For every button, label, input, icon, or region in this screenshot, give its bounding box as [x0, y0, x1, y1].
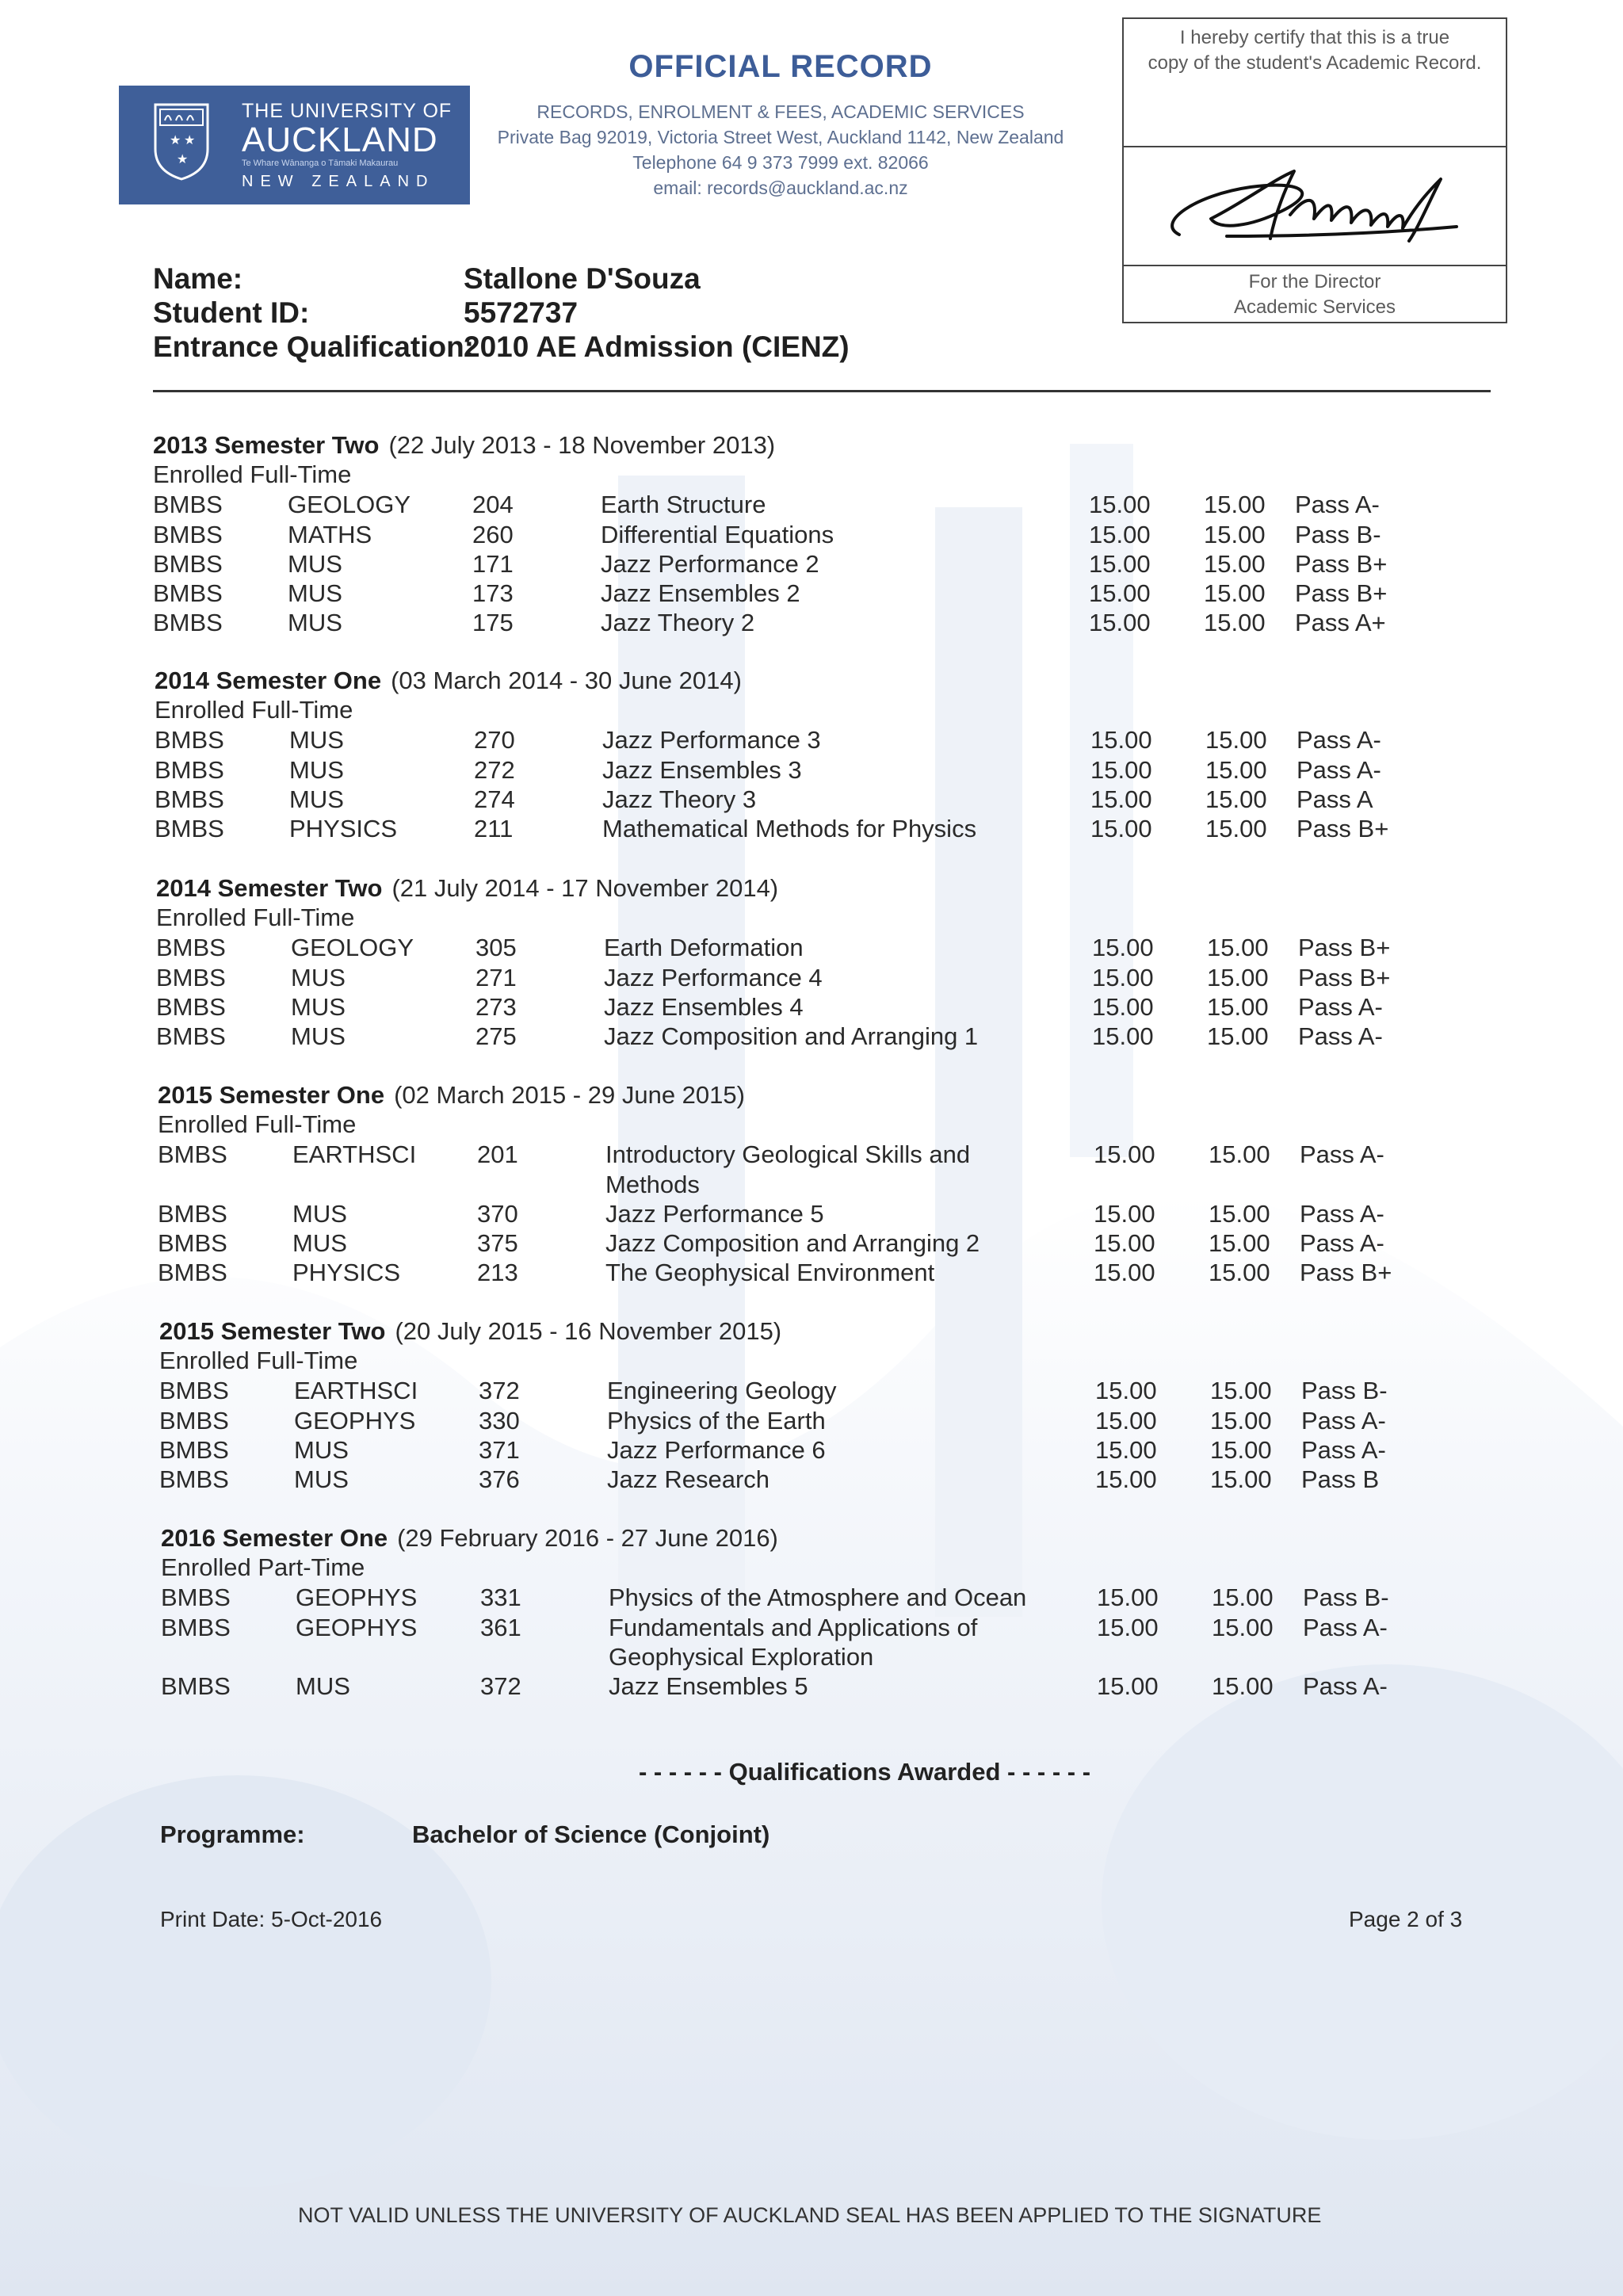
course-grade: Pass A	[1296, 785, 1373, 813]
course-number: 331	[480, 1584, 521, 1612]
student-id-value: 5572737	[464, 296, 579, 329]
logo-line-3: Te Whare Wānanga o Tāmaki Makaurau	[242, 159, 399, 168]
course-title: Fundamentals and Applications of	[609, 1613, 978, 1641]
course-points-attempted: 15.00	[1092, 1022, 1154, 1050]
semester-heading	[156, 874, 778, 903]
course-title: Jazz Theory 3	[602, 785, 757, 813]
course-title: Physics of the Atmosphere and Ocean	[609, 1584, 1027, 1612]
course-row	[153, 549, 1516, 579]
course-subject: GEOPHYS	[296, 1584, 418, 1612]
course-points-attempted: 15.00	[1089, 609, 1151, 637]
course-grade: Pass A-	[1301, 1406, 1386, 1435]
course-title: Jazz Research	[607, 1465, 770, 1493]
semester-dates: (29 February 2016 - 27 June 2016)	[397, 1524, 778, 1552]
validity-notice: NOT VALID UNLESS THE UNIVERSITY OF AUCKLAND SEAL HAS BEEN APPLIED TO THE SIGNATURE	[298, 2203, 1322, 2227]
course-row	[155, 725, 1518, 755]
course-grade: Pass A-	[1298, 992, 1383, 1021]
course-subject: MUS	[292, 1199, 347, 1228]
course-number: 211	[474, 815, 514, 842]
course-points-earned: 15.00	[1210, 1465, 1272, 1493]
header-address-line: Private Bag 92019, Victoria Street West, Auckland 1142, New Zealand	[497, 127, 1064, 147]
course-points-earned: 15.00	[1209, 1199, 1270, 1228]
course-number: 305	[475, 934, 517, 962]
course-points-attempted: 15.00	[1090, 726, 1152, 755]
course-points-earned: 15.00	[1207, 963, 1269, 991]
enrolment-status: Enrolled Full-Time	[153, 460, 352, 489]
course-programme: BMBS	[153, 549, 223, 578]
course-programme: BMBS	[156, 1022, 226, 1050]
enrolment-status: Enrolled Part-Time	[161, 1553, 365, 1582]
course-points-earned: 15.00	[1212, 1584, 1274, 1612]
course-row	[159, 1465, 1522, 1494]
course-title: Jazz Performance 4	[604, 963, 823, 991]
enrolment-status: Enrolled Full-Time	[159, 1347, 358, 1375]
semester-dates: (03 March 2014 - 30 June 2014)	[391, 667, 742, 694]
course-subject: MUS	[288, 549, 342, 578]
course-subject: MUS	[292, 1229, 347, 1257]
course-points-earned: 15.00	[1210, 1435, 1272, 1464]
semester-dates: (20 July 2015 - 16 November 2015)	[395, 1317, 782, 1345]
entrance-qualification-value: 2010 AE Admission (CIENZ)	[464, 330, 850, 363]
course-grade: Pass A+	[1295, 609, 1386, 637]
course-grade: Pass B-	[1295, 520, 1381, 548]
semester-title: 2016 Semester One	[161, 1524, 388, 1552]
director-line-2: Academic Services	[1233, 296, 1396, 318]
course-grade: Pass A-	[1303, 1613, 1388, 1641]
course-grade: Pass A-	[1301, 1435, 1386, 1464]
course-programme: BMBS	[153, 520, 223, 548]
course-number: 371	[479, 1435, 520, 1464]
course-number: 375	[477, 1229, 518, 1257]
course-points-attempted: 15.00	[1095, 1406, 1157, 1435]
course-number: 260	[472, 520, 514, 548]
header-office-line: RECORDS, ENROLMENT & FEES, ACADEMIC SERVICES	[537, 101, 1025, 122]
course-row	[155, 814, 1518, 843]
course-points-attempted: 15.00	[1089, 549, 1151, 578]
director-line-1: For the Director	[1248, 271, 1381, 292]
course-row	[155, 755, 1518, 785]
page-number: Page 2 of 3	[1349, 1907, 1463, 1931]
course-grade: Pass A-	[1300, 1229, 1384, 1257]
header-phone-line: Telephone 64 9 373 7999 ext. 82066	[632, 152, 929, 173]
course-programme: BMBS	[158, 1140, 227, 1169]
course-number: 175	[472, 609, 514, 637]
course-row	[153, 608, 1516, 637]
course-programme: BMBS	[158, 1259, 227, 1287]
logo-line-4: NEW ZEALAND	[242, 173, 435, 190]
semester-title: 2014 Semester One	[155, 667, 382, 694]
semester-heading	[159, 1317, 781, 1346]
certification-line-1: I hereby certify that this is a true	[1179, 27, 1450, 48]
course-subject: MUS	[291, 1022, 346, 1050]
course-row	[158, 1258, 1521, 1287]
course-subject: MUS	[288, 609, 342, 637]
logo-line-2: AUCKLAND	[242, 120, 438, 159]
course-points-earned: 15.00	[1210, 1406, 1272, 1435]
semester-title: 2013 Semester Two	[153, 431, 380, 459]
course-title: Jazz Theory 2	[601, 609, 755, 637]
course-number: 204	[472, 491, 514, 519]
course-grade: Pass A-	[1296, 726, 1381, 755]
course-number: 376	[479, 1465, 520, 1493]
course-points-attempted: 15.00	[1090, 785, 1152, 813]
course-grade: Pass B+	[1295, 579, 1388, 607]
course-title: Differential Equations	[601, 520, 834, 548]
student-id-label: Student ID:	[153, 296, 310, 329]
course-title: Jazz Performance 2	[601, 549, 819, 578]
course-row	[153, 490, 1516, 519]
course-points-attempted: 15.00	[1089, 520, 1151, 548]
course-points-attempted: 15.00	[1095, 1435, 1157, 1464]
course-points-attempted: 15.00	[1094, 1229, 1155, 1257]
semester-heading	[153, 431, 775, 460]
course-points-attempted: 15.00	[1090, 755, 1152, 784]
course-points-earned: 15.00	[1205, 755, 1267, 784]
course-points-attempted: 15.00	[1092, 934, 1154, 962]
course-subject: MUS	[294, 1435, 349, 1464]
course-programme: BMBS	[155, 755, 224, 784]
course-row	[161, 1613, 1524, 1642]
course-points-earned: 15.00	[1209, 1259, 1270, 1287]
course-number: 270	[474, 726, 515, 755]
course-subject: PHYSICS	[292, 1259, 401, 1287]
name-value: Stallone D'Souza	[464, 262, 701, 295]
course-title: Physics of the Earth	[607, 1406, 826, 1435]
course-title: Engineering Geology	[607, 1377, 837, 1405]
course-points-earned: 15.00	[1205, 726, 1267, 755]
course-points-earned: 15.00	[1207, 992, 1269, 1021]
course-title: Jazz Ensembles 5	[609, 1672, 808, 1700]
course-subject: MUS	[291, 992, 346, 1021]
course-row	[159, 1376, 1522, 1405]
course-title: Jazz Composition and Arranging 1	[604, 1022, 979, 1050]
course-points-earned: 15.00	[1207, 934, 1269, 962]
course-grade: Pass A-	[1295, 491, 1380, 519]
course-points-earned: 15.00	[1205, 815, 1267, 842]
document-title: OFFICIAL RECORD	[628, 49, 933, 84]
course-programme: BMBS	[153, 609, 223, 637]
course-title: Earth Structure	[601, 491, 766, 519]
print-date: Print Date: 5-Oct-2016	[160, 1907, 383, 1931]
name-label: Name:	[153, 262, 243, 295]
course-title: Earth Deformation	[604, 934, 804, 962]
course-points-earned: 15.00	[1205, 785, 1267, 813]
course-points-attempted: 15.00	[1094, 1259, 1155, 1287]
course-grade: Pass B+	[1298, 934, 1391, 962]
course-programme: BMBS	[156, 963, 226, 991]
course-points-attempted: 15.00	[1095, 1465, 1157, 1493]
semester-title: 2015 Semester Two	[159, 1317, 386, 1345]
course-points-attempted: 15.00	[1089, 491, 1151, 519]
course-title: Jazz Performance 3	[602, 726, 821, 755]
course-programme: BMBS	[156, 992, 226, 1021]
course-programme: BMBS	[159, 1377, 229, 1405]
course-subject: MUS	[289, 726, 344, 755]
course-row-continuation	[161, 1642, 1524, 1671]
course-number: 361	[480, 1613, 521, 1641]
course-grade: Pass A-	[1298, 1022, 1383, 1050]
logo-line-1: THE UNIVERSITY OF	[242, 100, 453, 122]
course-row	[156, 992, 1519, 1022]
course-points-attempted: 15.00	[1094, 1140, 1155, 1169]
course-subject: MUS	[296, 1672, 350, 1700]
course-programme: BMBS	[156, 934, 226, 962]
course-number: 171	[472, 549, 514, 578]
course-number: 330	[479, 1406, 520, 1435]
course-points-attempted: 15.00	[1090, 815, 1152, 842]
course-grade: Pass A-	[1300, 1199, 1384, 1228]
semester-title: 2015 Semester One	[158, 1081, 385, 1109]
course-row	[158, 1199, 1521, 1228]
course-subject: EARTHSCI	[292, 1140, 417, 1169]
course-subject: MATHS	[288, 520, 372, 548]
course-points-earned: 15.00	[1210, 1377, 1272, 1405]
course-grade: Pass B+	[1295, 549, 1388, 578]
course-programme: BMBS	[153, 579, 223, 607]
svg-text:★: ★	[177, 151, 189, 166]
course-points-earned: 15.00	[1207, 1022, 1269, 1050]
course-grade: Pass B+	[1300, 1259, 1392, 1287]
course-number: 275	[475, 1022, 517, 1050]
course-title: Jazz Ensembles 4	[604, 992, 804, 1021]
course-grade: Pass B-	[1303, 1584, 1389, 1612]
programme-value: Bachelor of Science (Conjoint)	[412, 1820, 770, 1848]
semester-heading	[161, 1524, 778, 1553]
course-programme: BMBS	[153, 491, 223, 519]
course-grade: Pass A-	[1303, 1672, 1388, 1700]
semester-title: 2014 Semester Two	[156, 874, 383, 902]
enrolment-status: Enrolled Full-Time	[155, 696, 353, 724]
course-number: 272	[474, 755, 515, 784]
course-subject: MUS	[288, 579, 342, 607]
course-number: 273	[475, 992, 517, 1021]
course-points-earned: 15.00	[1212, 1672, 1274, 1700]
course-number: 201	[477, 1140, 518, 1169]
course-number: 372	[480, 1672, 521, 1700]
qualifications-heading: - - - - - - Qualifications Awarded - - - - - -	[639, 1758, 1091, 1786]
course-number: 213	[477, 1259, 518, 1287]
course-row	[161, 1583, 1524, 1612]
course-title-continued: Geophysical Exploration	[609, 1642, 874, 1671]
course-points-attempted: 15.00	[1097, 1613, 1159, 1641]
course-programme: BMBS	[158, 1229, 227, 1257]
course-subject: MUS	[289, 785, 344, 813]
course-row	[153, 520, 1516, 549]
course-points-attempted: 15.00	[1092, 992, 1154, 1021]
course-programme: BMBS	[155, 815, 224, 842]
course-row-continuation	[158, 1170, 1521, 1199]
course-grade: Pass A-	[1296, 755, 1381, 784]
course-row	[156, 1022, 1519, 1051]
course-subject: GEOPHYS	[296, 1613, 418, 1641]
svg-text:★: ★	[184, 132, 196, 147]
course-grade: Pass B+	[1296, 815, 1389, 842]
course-programme: BMBS	[159, 1406, 229, 1435]
course-programme: BMBS	[155, 726, 224, 755]
course-row	[158, 1228, 1521, 1258]
course-number: 274	[474, 785, 515, 813]
course-number: 370	[477, 1199, 518, 1228]
course-row	[155, 785, 1518, 814]
course-subject: GEOLOGY	[288, 491, 411, 519]
course-row	[153, 579, 1516, 608]
course-subject: GEOPHYS	[294, 1406, 416, 1435]
course-points-earned: 15.00	[1204, 491, 1266, 519]
programme-label: Programme:	[160, 1820, 305, 1848]
header-email-line: email: records@auckland.ac.nz	[653, 178, 908, 198]
course-subject: EARTHSCI	[294, 1377, 418, 1405]
semester-dates: (21 July 2014 - 17 November 2014)	[391, 874, 779, 902]
course-subject: GEOLOGY	[291, 934, 414, 962]
course-points-earned: 15.00	[1204, 520, 1266, 548]
enrolment-status: Enrolled Full-Time	[156, 904, 355, 932]
course-grade: Pass B	[1301, 1465, 1380, 1493]
course-row	[161, 1671, 1524, 1701]
course-row	[158, 1140, 1521, 1169]
course-row	[159, 1406, 1522, 1435]
course-grade: Pass B-	[1301, 1377, 1388, 1405]
svg-text:★: ★	[170, 132, 181, 147]
course-title: Jazz Performance 6	[607, 1435, 826, 1464]
course-number: 271	[475, 963, 517, 991]
course-points-attempted: 15.00	[1094, 1199, 1155, 1228]
semester-dates: (02 March 2015 - 29 June 2015)	[394, 1081, 745, 1109]
course-points-attempted: 15.00	[1097, 1584, 1159, 1612]
course-title: Jazz Composition and Arranging 2	[605, 1229, 980, 1257]
semester-dates: (22 July 2013 - 18 November 2013)	[388, 431, 776, 459]
course-subject: MUS	[289, 755, 344, 784]
course-title: The Geophysical Environment	[605, 1259, 935, 1287]
course-points-earned: 15.00	[1212, 1613, 1274, 1641]
course-row	[156, 963, 1519, 992]
certification-line-2: copy of the student's Academic Record.	[1148, 52, 1482, 74]
course-number: 372	[479, 1377, 520, 1405]
course-programme: BMBS	[155, 785, 224, 813]
semester-heading	[155, 667, 742, 695]
course-points-attempted: 15.00	[1095, 1377, 1157, 1405]
course-title: Mathematical Methods for Physics	[602, 815, 977, 842]
course-title: Introductory Geological Skills and	[605, 1140, 971, 1169]
course-subject: MUS	[291, 963, 346, 991]
course-title: Jazz Ensembles 3	[602, 755, 802, 784]
semester-heading	[158, 1081, 745, 1110]
course-subject: PHYSICS	[289, 815, 398, 842]
course-grade: Pass A-	[1300, 1140, 1384, 1169]
course-points-attempted: 15.00	[1097, 1672, 1159, 1700]
course-programme: BMBS	[161, 1584, 231, 1612]
course-programme: BMBS	[159, 1465, 229, 1493]
course-title-continued: Methods	[605, 1170, 700, 1198]
course-subject: MUS	[294, 1465, 349, 1493]
course-programme: BMBS	[158, 1199, 227, 1228]
course-row	[156, 933, 1519, 962]
entrance-qualification-label: Entrance Qualification:	[153, 330, 475, 363]
course-title: Jazz Performance 5	[605, 1199, 824, 1228]
course-number: 173	[472, 579, 514, 607]
course-title: Jazz Ensembles 2	[601, 579, 800, 607]
course-grade: Pass B+	[1298, 963, 1391, 991]
course-points-earned: 15.00	[1209, 1140, 1270, 1169]
course-points-earned: 15.00	[1204, 609, 1266, 637]
course-programme: BMBS	[159, 1435, 229, 1464]
course-points-attempted: 15.00	[1092, 963, 1154, 991]
course-programme: BMBS	[161, 1672, 231, 1700]
course-points-attempted: 15.00	[1089, 579, 1151, 607]
course-points-earned: 15.00	[1204, 579, 1266, 607]
course-points-earned: 15.00	[1204, 549, 1266, 578]
course-row	[159, 1435, 1522, 1465]
course-points-earned: 15.00	[1209, 1229, 1270, 1257]
course-programme: BMBS	[161, 1613, 231, 1641]
enrolment-status: Enrolled Full-Time	[158, 1110, 357, 1139]
